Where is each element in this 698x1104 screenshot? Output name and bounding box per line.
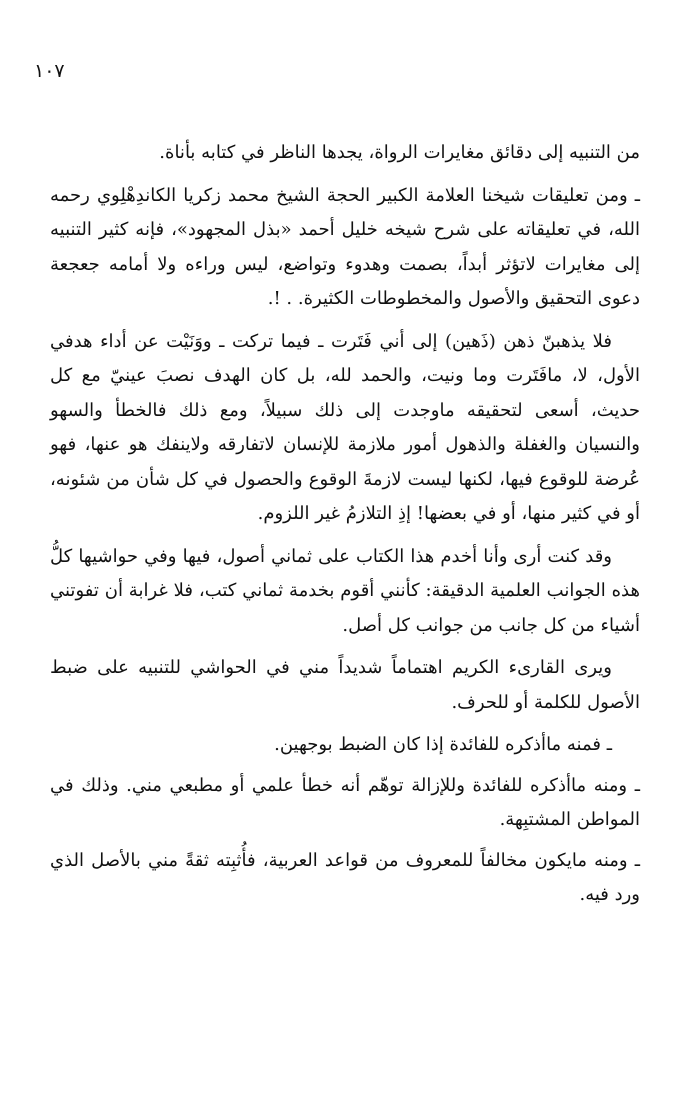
paragraph-1: من التنبيه إلى دقائق مغايرات الرواة، يجدها الناظر في كتابه بأناة. (159, 142, 640, 163)
paragraph-3: فلا يذهبنّ ذهن (ذَهين) إلى أني فَتَرت ـ فيما تركت ـ ووَنَيْت عن أداء هدفي الأول، لا، مافَتَرت وما ونيت، والحمد لله، بل كان الهدف نصبَ عينيّ مع كل حديث، أسعى لتحقيقه ماوجدت إلى ذلك سبيلاً، ومع ذلك فالخطأ والسهو والنسيان والغفلة والذهول أمور ملازمة للإنسان لاتفارقه ولاينفك هو عنها، فهو عُرضة للوقوع فيها، لكنها ليست لازمةَ الوقوع والحصول في كل شأن من شئونه، أو في كثير منها، أو في بعضها! إذِ التلازمُ غير اللزوم. (50, 330, 640, 524)
paragraph-5: ويرى القارىء الكريم اهتماماً شديداً مني في الحواشي للتنبيه على ضبط الأصول للكلمة أو للحرف. (50, 657, 640, 713)
paragraph-6: ـ فمنه ماأذكره للفائدة إذا كان الضبط بوجهين. (274, 734, 612, 755)
page-number: ١٠٧ (34, 60, 65, 82)
paragraph-8: ـ ومنه مايكون مخالفاً للمعروف من قواعد العربية، فأُثبِته ثقةً مني بالأصل الذي ورد فيه. (50, 849, 640, 905)
paragraph-7: ـ ومنه ماأذكره للفائدة وللإزالة توهّم أنه خطأ علمي أو مطبعي مني. وذلك في المواطن المشتبِهة. (50, 774, 640, 830)
paragraph-2: ـ ومن تعليقات شيخنا العلامة الكبير الحجة الشيخ محمد زكريا الكاندِهْلِوي رحمه الله، في تعليقاته على شرح شيخه خليل أحمد «بذل المجهود»، فإنه كثير التنبيه إلى مغايرات لاتؤثر أبداً، بصمت وهدوء وتواضع، ليس وراءه ولا أمامه جعجعة دعوى التحقيق والأصول والمخطوطات الكثيرة. . !. (50, 184, 640, 309)
paragraph-4: وقد كنت أرى وأنا أخدم هذا الكتاب على ثماني أصول، فيها وفي حواشيها كلُّ هذه الجوانب العلمية الدقيقة: كأنني أقوم بخدمة ثماني كتب، فلا غرابة أن تفوتني أشياء من كل جانب من جوانب كل أصل. (50, 545, 640, 636)
page-text-body (50, 136, 640, 921)
